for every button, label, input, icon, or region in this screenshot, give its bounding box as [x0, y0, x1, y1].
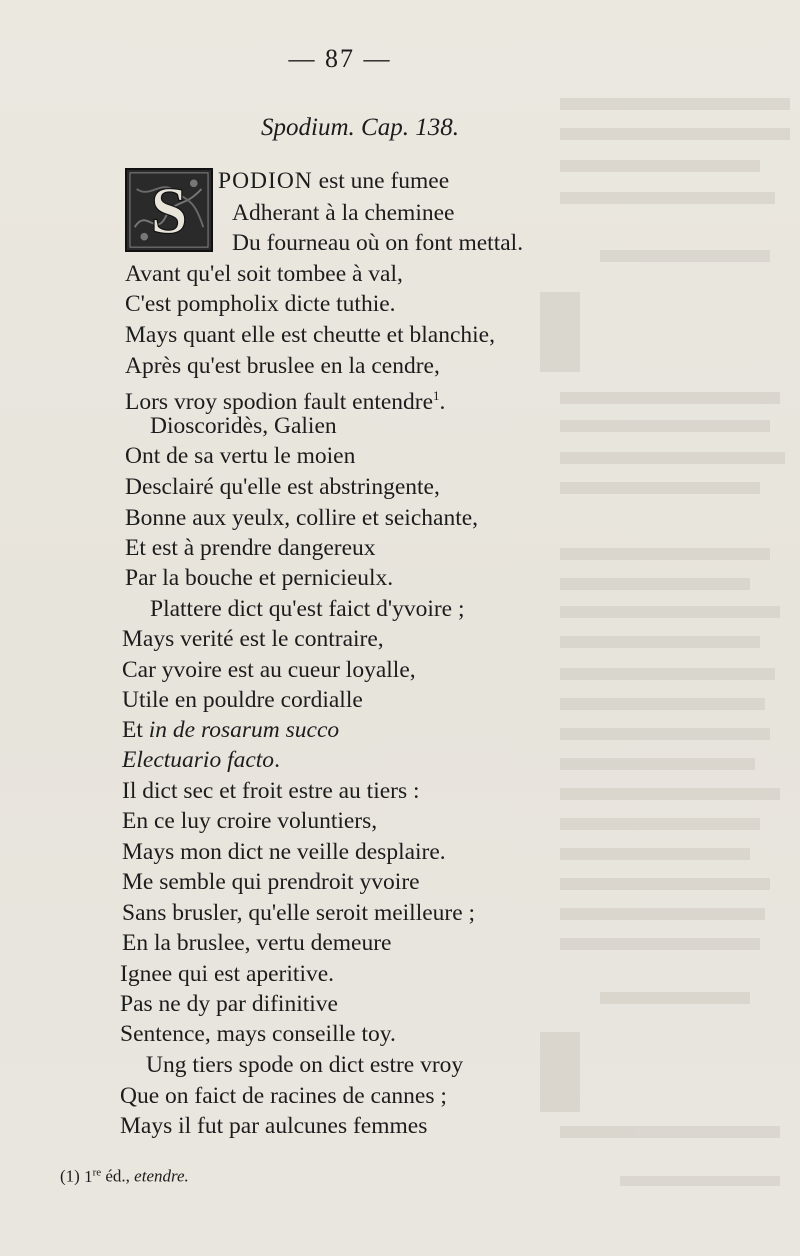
- ornamental-dropcap: [125, 168, 213, 252]
- poem-line-7: Après qu'est bruslee en la cendre,: [125, 353, 440, 379]
- line-1-smallcaps: PODION: [218, 168, 313, 194]
- poem-line-9: Dioscoridès, Galien: [150, 413, 337, 439]
- line-20-italic: Electuario facto: [122, 747, 275, 773]
- poem-line-32: Mays il fut par aulcunes femmes: [120, 1113, 428, 1139]
- page-number: — 87 —: [288, 44, 392, 73]
- dropcap-letter: S: [150, 174, 188, 248]
- line-8-post: .: [439, 388, 446, 415]
- poem-line-6: Mays quant elle est cheutte et blanchie,: [125, 322, 495, 348]
- poem-line-25: Sans brusler, qu'elle seroit meilleure ;: [122, 900, 476, 926]
- poem-line-5: C'est pompholix dicte tuthie.: [125, 291, 396, 317]
- poem-line-20: [122, 745, 280, 775]
- poem-line-2: Adherant à la cheminee: [232, 200, 455, 226]
- poem-line-19: [122, 715, 339, 745]
- line-1-text: est une fumee: [312, 168, 450, 194]
- poem-line-22: En ce luy croire voluntiers,: [122, 808, 378, 834]
- poem-line-14: Par la bouche et pernicieulx.: [125, 565, 394, 591]
- poem-line-1: [218, 166, 449, 196]
- footnote: [60, 1166, 189, 1187]
- footnote-ref: 1: [433, 388, 440, 403]
- poem-line-11: Desclairé qu'elle est abstringente,: [125, 474, 440, 500]
- poem-line-23: Mays mon dict ne veille desplaire.: [122, 839, 446, 865]
- dropcap-ornament-icon: [127, 170, 211, 250]
- line-8-text: Lors vroy spodion fault entendre: [125, 388, 434, 415]
- poem-line-29: Sentence, mays conseille toy.: [120, 1021, 396, 1047]
- poem-line-12: Bonne aux yeulx, collire et seichante,: [125, 505, 479, 531]
- poem-line-26: En la bruslee, vertu demeure: [122, 930, 392, 956]
- chapter-heading: Spodium. Cap. 138.: [261, 114, 459, 141]
- poem-line-13: Et est à prendre dangereux: [125, 535, 376, 561]
- poem-line-15: Plattere dict qu'est faict d'yvoire ;: [150, 596, 465, 622]
- footnote-edition: 1re: [84, 1166, 102, 1186]
- line-19-italic: in de rosarum succo: [148, 717, 340, 743]
- poem-line-28: Pas ne dy par difinitive: [120, 991, 338, 1017]
- poem-line-3: Du fourneau où on font mettal.: [232, 230, 524, 256]
- poem-line-30: Ung tiers spode on dict estre vroy: [146, 1052, 464, 1078]
- poem-line-17: Car yvoire est au cueur loyalle,: [122, 657, 416, 683]
- poem-line-10: Ont de sa vertu le moien: [125, 443, 356, 469]
- line-19-text: Et: [122, 717, 149, 743]
- poem-line-27: Ignee qui est aperitive.: [120, 961, 335, 987]
- line-20-post: .: [274, 747, 280, 773]
- poem-line-18: Utile en pouldre cordialle: [122, 687, 363, 713]
- poem-line-21: Il dict sec et froit estre au tiers :: [122, 778, 420, 804]
- poem-line-31: Que on faict de racines de cannes ;: [120, 1083, 447, 1109]
- footnote-text: éd.,: [101, 1166, 135, 1186]
- poem-line-24: Me semble qui prendroit yvoire: [122, 869, 420, 895]
- footnote-italic: etendre.: [134, 1166, 189, 1186]
- footnote-marker: (1): [60, 1166, 80, 1186]
- poem-line-16: Mays verité est le contraire,: [122, 626, 384, 652]
- poem-line-4: Avant qu'el soit tombee à val,: [125, 261, 403, 287]
